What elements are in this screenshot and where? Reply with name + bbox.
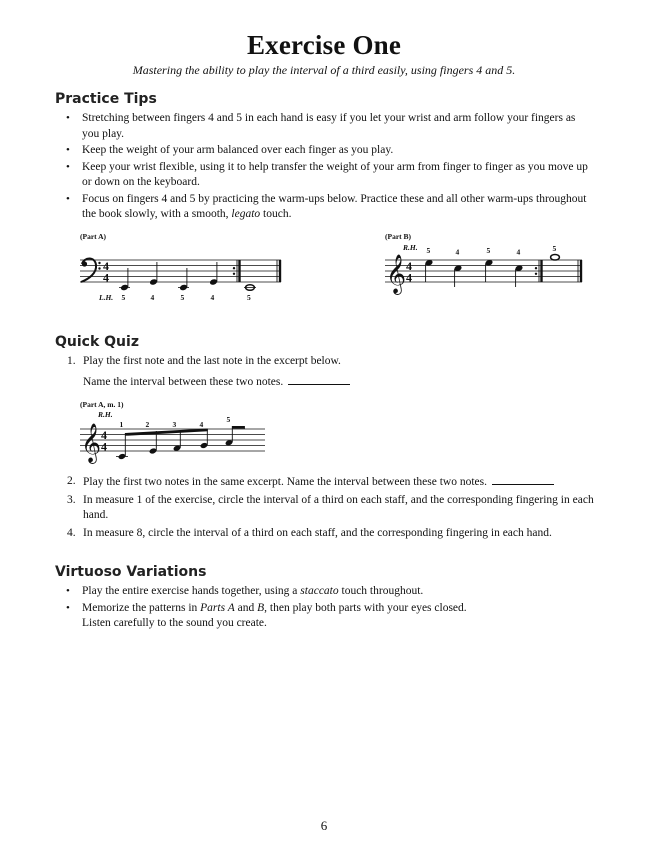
hand-label: R.H. [98, 410, 113, 419]
virtuoso-list [64, 584, 594, 633]
list-item: • Stretching between fingers 4 and 5 in each hand is easy if you let your wrist and arm follow your fingers as you play. [64, 111, 594, 142]
note [425, 259, 434, 282]
fingering: 3 [172, 420, 177, 429]
fingering: 5 [247, 293, 251, 302]
list-item: 3. In measure 1 of the exercise, circle the interval of a third on each staff, and the corresponding fingering in each hand. [67, 493, 594, 521]
note [515, 265, 524, 287]
time-signature-top: 4 [103, 259, 109, 273]
hand-label: R.H. [403, 243, 418, 252]
time-signature-bottom: 4 [103, 270, 109, 285]
fingering: 1 [119, 420, 124, 429]
whole-note [244, 285, 256, 291]
list-item: 4. In measure 8, circle the interval of a third on each staff, and the corresponding fingering in each hand. [67, 526, 552, 539]
answer-blank[interactable] [288, 374, 350, 385]
practice-tips-list [64, 111, 594, 224]
quiz-excerpt [78, 398, 278, 460]
quick-quiz-heading: Quick Quiz [55, 334, 139, 350]
time-signature-bottom: 4 [101, 439, 107, 454]
fingering: 5 [121, 293, 126, 302]
part-b-label: (Part B) [385, 232, 412, 241]
page-subtitle: Mastering the ability to play the interval of a third easily, using fingers 4 and 5. [132, 63, 516, 77]
bass-clef-icon [81, 259, 101, 283]
note [178, 268, 189, 291]
page-number: 6 [320, 818, 328, 833]
list-item: • Memorize the patterns in Parts A and B, then play both parts with your eyes closed. Listen carefully to the sound you create. [64, 601, 594, 632]
note [485, 259, 494, 282]
answer-blank[interactable] [492, 474, 554, 485]
fingering: 2 [145, 420, 150, 429]
staff-lines [385, 260, 582, 282]
part-a-excerpt [78, 230, 298, 305]
practice-tips-heading: Practice Tips [55, 91, 157, 107]
treble-clef-icon: 𝄞 [386, 256, 407, 293]
fingering: 4 [150, 293, 155, 302]
page-title: Exercise One [246, 30, 402, 60]
note [454, 265, 463, 287]
list-item: • Focus on fingers 4 and 5 by practicing the warm-ups below. Practice these and all other warm-ups throughout the book slowly, with a smooth, legato touch. [64, 192, 594, 223]
fingering: 5 [426, 246, 431, 255]
fingering: 5 [180, 293, 185, 302]
time-signature-bottom: 4 [406, 270, 412, 285]
part-b-excerpt [383, 230, 593, 293]
note [119, 268, 130, 291]
excerpt-label: (Part A, m. 1) [80, 400, 124, 409]
staff-lines [80, 260, 281, 282]
fingering: 5 [552, 244, 557, 253]
time-signature-top: 4 [406, 259, 412, 273]
time-signature-top: 4 [101, 428, 107, 442]
treble-clef-icon: 𝄞 [81, 425, 102, 462]
fingering: 5 [226, 415, 231, 424]
part-a-label: (Part A) [80, 232, 107, 241]
quiz-item-1: 1. Play the first note and the last note in the excerpt below. Name the interval between these two notes. [64, 354, 594, 390]
fingering: 4 [210, 293, 215, 302]
beamed-notes [116, 429, 208, 461]
whole-note [551, 254, 560, 260]
virtuoso-heading: Virtuoso Variations [55, 564, 207, 580]
fingering: 4 [516, 247, 521, 257]
list-item: • Keep the weight of your arm balanced over each finger as you play. [64, 143, 594, 159]
fingering: 4 [455, 247, 460, 257]
fingering: 5 [486, 246, 491, 255]
fingering: 4 [199, 420, 204, 429]
quiz-list [64, 474, 594, 546]
list-item: • Keep your wrist flexible, using it to help transfer the weight of your arm from finger to finger as you move up or down on the keyboard. [64, 160, 594, 191]
list-item: 2. Play the first two notes in the same excerpt. Name the interval between these two notes. [64, 474, 594, 491]
hand-label: L.H. [99, 293, 114, 302]
list-item: • Play the entire exercise hands together, using a staccato touch throughout. [64, 584, 594, 600]
